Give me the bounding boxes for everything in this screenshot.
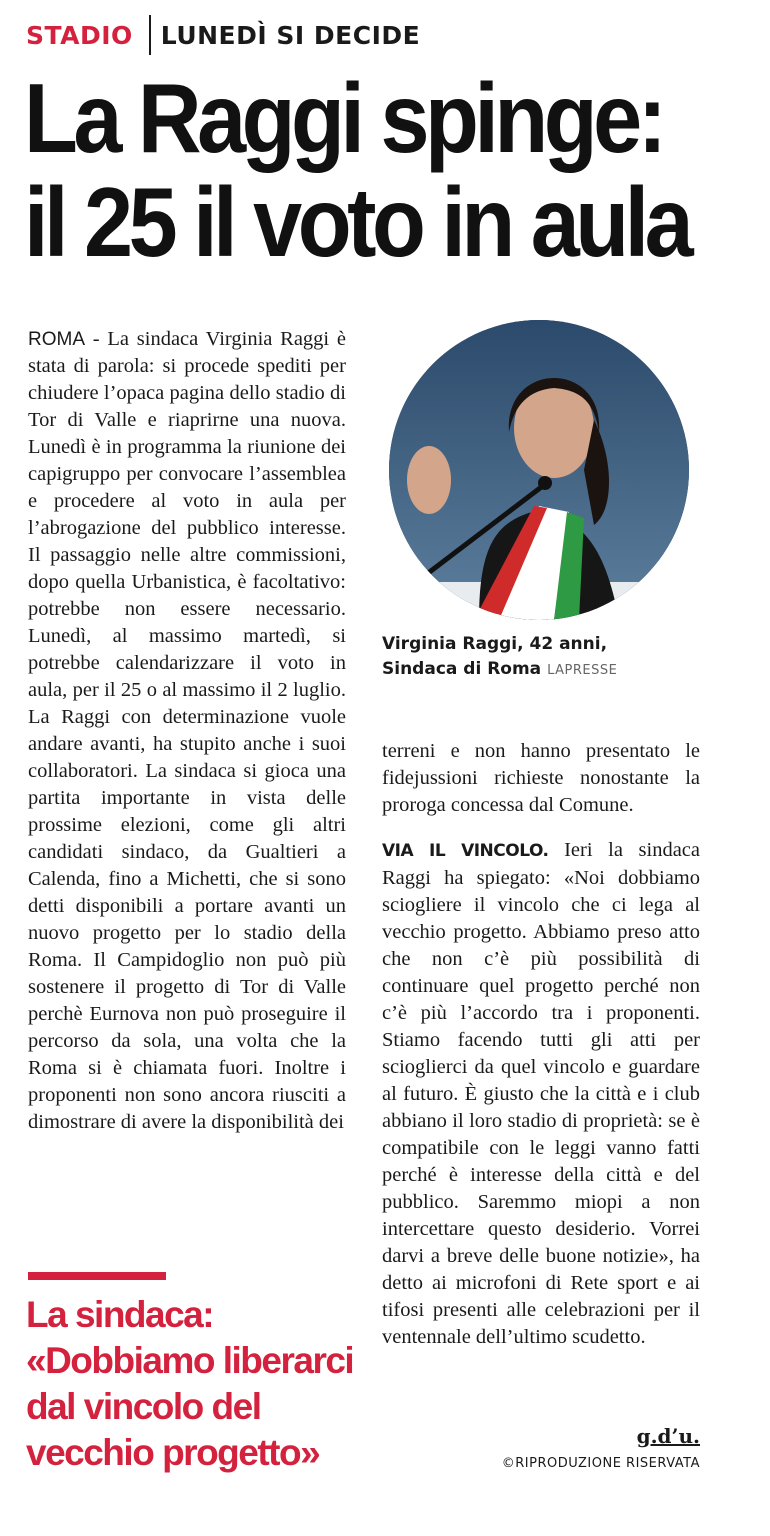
article-paragraph-2 bbox=[382, 837, 700, 1351]
article-paragraph-continued: terreni e non hanno presentato le fidejussioni richieste nonostante la proroga concessa dal Comune. bbox=[382, 740, 700, 816]
photo-caption bbox=[382, 632, 712, 683]
left-column-text: - La sindaca Virginia Raggi è stata di parola: si procede spediti per chiudere l’opaca pagina dello stadio di Tor di Valle e riaprirne una nuova. Lunedì è in programma la riunione dei capigruppo per convocare l’assemblea e procedere al voto in aula per l’abrogazione del pubblico interesse. Il passaggio nelle altre commissioni, dopo quella Urbanistica, è facoltativo: potrebbe non essere necessario. Lunedì, al massimo martedì, si potrebbe calendarizzare il voto in aula, per il 25 o al massimo il 2 luglio. La Raggi con determinazione vuole andare avanti, ha stupito anche i suoi collaboratori. La sindaca si gioca una partita importante in vista delle prossime elezioni, come gli altri candidati sindaco, da Gualtieri a Calenda, fino a Michetti, che si sono detti disponibili a portare avanti un nuovo progetto per lo stadio della Roma. Il Campidoglio non può più sostenere il progetto di Tor di Valle perchè Eurnova non può proseguire il percorso da sola, una volta che la Roma si è chiamata fuori. Inoltre i proponenti non sono ancora riusciti a dimostrare di avere la disponibilità dei bbox=[28, 328, 346, 1133]
article-left-column bbox=[28, 326, 346, 1136]
headline bbox=[24, 63, 690, 277]
dateline: ROMA bbox=[28, 329, 85, 350]
kicker-divider bbox=[149, 15, 151, 55]
kicker bbox=[26, 14, 420, 56]
photo-credit: LAPRESSE bbox=[547, 663, 618, 678]
article-right-column bbox=[382, 738, 700, 1351]
pullquote-line-1: La sindaca: bbox=[26, 1294, 214, 1335]
pullquote bbox=[26, 1292, 366, 1476]
headline-line-1: La Raggi spinge: bbox=[24, 63, 663, 173]
portrait-image bbox=[389, 320, 689, 620]
headline-line-2: il 25 il voto in aula bbox=[24, 167, 690, 277]
author-signature: g.d’u. bbox=[636, 1424, 700, 1448]
caption-line-2 bbox=[382, 657, 712, 683]
caption-title: Sindaca di Roma bbox=[382, 659, 542, 679]
pullquote-line-2: «Dobbiamo liberarci dal vincolo del vecchio progetto» bbox=[26, 1340, 354, 1473]
copyright-notice: ©RIPRODUZIONE RISERVATA bbox=[501, 1456, 700, 1471]
pullquote-rule bbox=[28, 1272, 166, 1280]
article-paragraph-1 bbox=[28, 326, 346, 1136]
photo bbox=[389, 320, 689, 620]
topic-label: LUNEDÌ SI DECIDE bbox=[160, 20, 421, 50]
section-lead-in: VIA IL VINCOLO. bbox=[382, 841, 549, 861]
section-2-text: Ieri la sindaca Raggi ha spiegato: «Noi dobbiamo sciogliere il vincolo che ci lega al vecchio progetto. Abbiamo preso atto che non c’è più possibilità di continuare quel progetto perché non c’è più l’accordo tra i proponenti. Stiamo facendo tutti gli atti per sciogliercі da quel vincolo e guardare al futuro. È giusto che la città e i club abbiano il loro stadio di proprietà: se è compatibile con le leggi vanno fatti perché è interesse della città e del pubblico. Saremmo miopi a non intercettare questo desiderio. Vorrei darvi a breve delle buone notizie», ha detto ai microfoni di Rete sport e ai tifosi presenti alle celebrazioni per il ventennale dell’ultimo scudetto. bbox=[382, 839, 700, 1348]
caption-line-1: Virginia Raggi, 42 anni, bbox=[382, 634, 608, 654]
section-label: STADIO bbox=[26, 20, 133, 50]
